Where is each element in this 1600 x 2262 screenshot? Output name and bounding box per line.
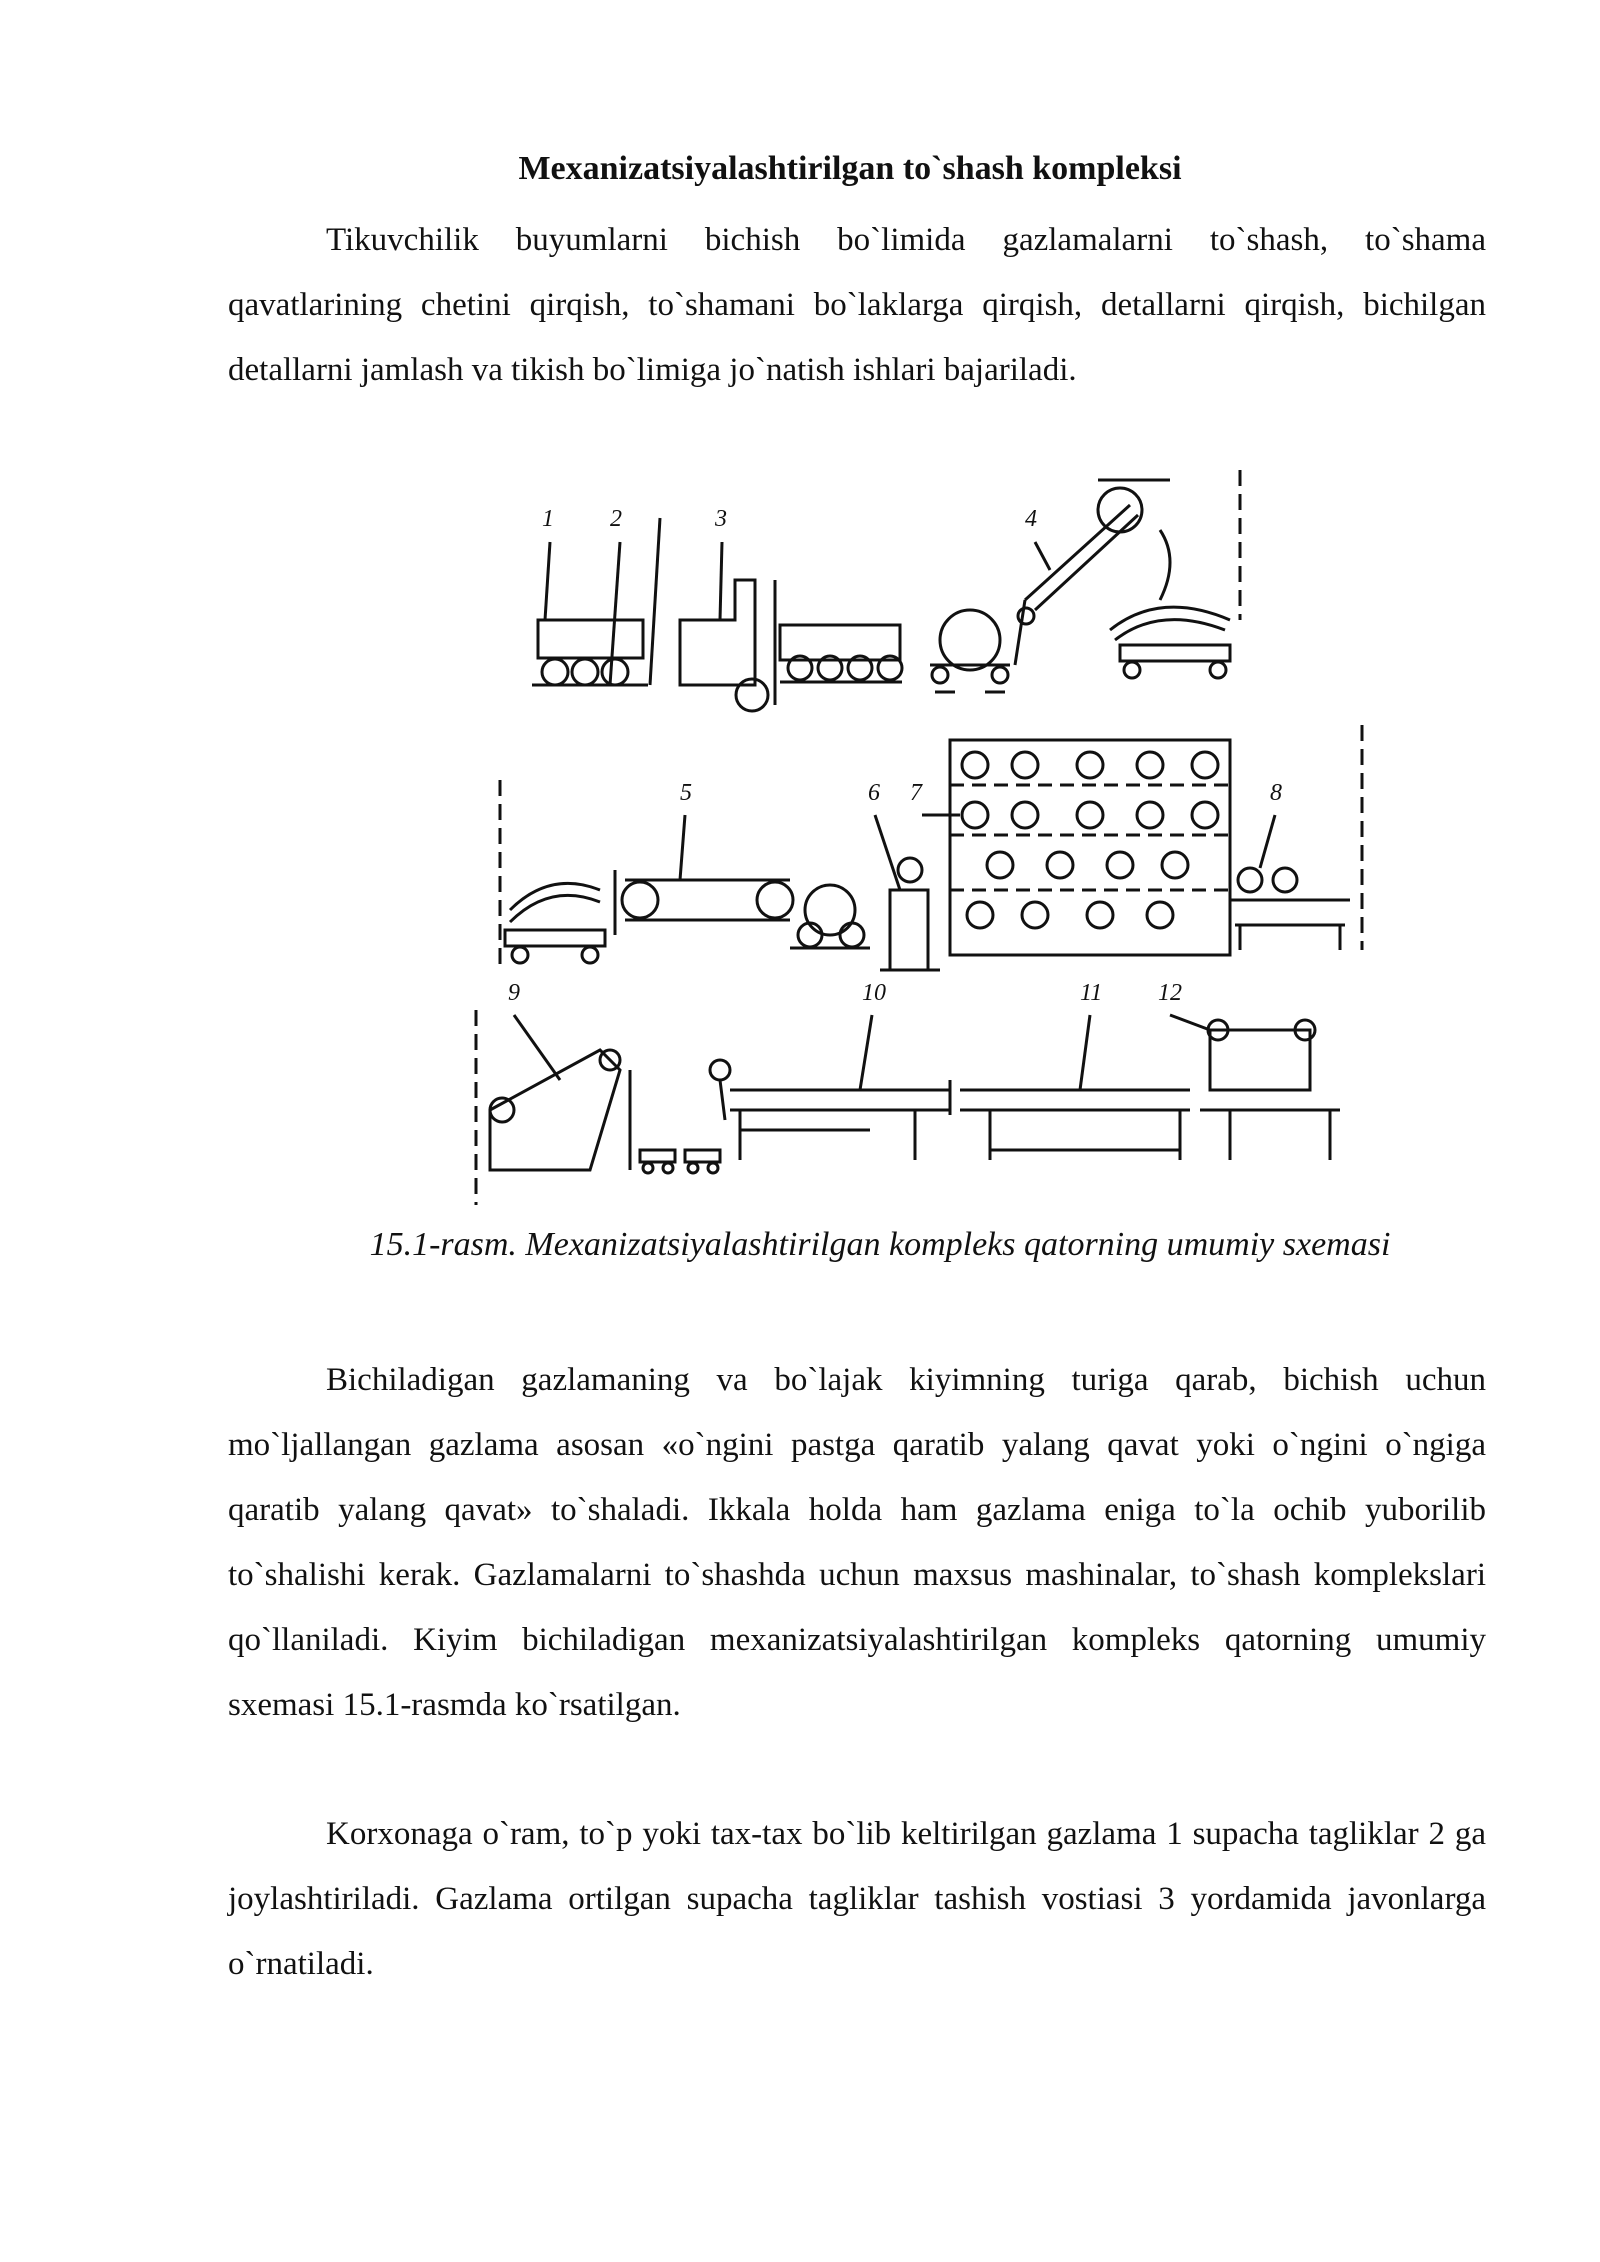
scheme-figure — [470, 470, 1370, 1210]
figure-label-12: 12 — [1158, 980, 1182, 1006]
roll-stand — [930, 610, 1010, 692]
figure-label-7: 7 — [910, 780, 922, 806]
figure-label-3: 3 — [715, 506, 727, 532]
spreading-head — [490, 1050, 630, 1170]
document-title: Mexanizatsiyalashtirilgan to`shash kompleksi — [518, 150, 1182, 187]
paragraph-delivery: Korxonaga o`ram, to`p yoki tax-tax bo`lib keltirilgan gazlama 1 supacha tagliklar 2 ga joylashtiriladi. Gazlama ortilgan supacha tagliklar tashish vostiasi 3 yordamida javonlarga o`rnatiladi. — [228, 1816, 1486, 1982]
crane-arm — [1015, 480, 1230, 678]
conveyor — [615, 870, 793, 935]
figure-label-8: 8 — [1270, 780, 1282, 806]
figure-label-4: 4 — [1025, 506, 1037, 532]
fabric-stack — [505, 883, 605, 963]
transport-vehicle — [680, 580, 902, 711]
figure-label-1: 1 — [542, 506, 554, 532]
cutting-table — [960, 1090, 1190, 1160]
carts — [640, 1150, 720, 1173]
figure-label-9: 9 — [508, 980, 520, 1006]
unwinding-rolls — [790, 885, 870, 948]
roll-storage-rack — [950, 740, 1230, 955]
receiving-table — [1200, 1020, 1340, 1160]
cutting-device — [880, 858, 940, 970]
figure-label-5: 5 — [680, 780, 692, 806]
figure-label-2: 2 — [610, 506, 622, 532]
figure-label-11: 11 — [1080, 980, 1103, 1006]
spreading-machine — [1230, 868, 1350, 950]
figure-label-6: 6 — [868, 780, 880, 806]
pallet-with-rolls — [532, 620, 648, 685]
paragraph-spreading: Bichiladigan gazlamaning va bo`lajak kiyimning turiga qarab, bichish uchun mo`ljallangan gazlama asosan «o`ngini pastga qaratib yalang qavat yoki o`ngini o`ngiga qaratib yalang qavat» to`shaladi. Ikkala holda ham gazlama eniga to`la ochib yuborilib to`shalishi kerak. Gazlamalarni to`shashda uchun maxsus mashinalar, to`shash komplekslari qo`llaniladi. Kiyim bichiladigan mexanizatsiyalashtirilgan kompleks qatorning umumiy sxemasi 15.1-rasmda ko`rsatilgan. — [228, 1362, 1486, 1723]
figure-caption: 15.1-rasm. Mexanizatsiyalashtirilgan kompleks qatorning umumiy sxemasi — [369, 1226, 1391, 1263]
figure-label-10: 10 — [862, 980, 886, 1006]
spreading-table — [710, 1060, 950, 1160]
paragraph-intro: Tikuvchilik buyumlarni bichish bo`limida gazlamalarni to`shash, to`shama qavatlarining chetini qirqish, to`shamani bo`laklarga qirqish, detallarni qirqish, bichilgan detallarni jamlash va tikish bo`limiga jo`natish ishlari bajariladi. — [228, 222, 1486, 388]
